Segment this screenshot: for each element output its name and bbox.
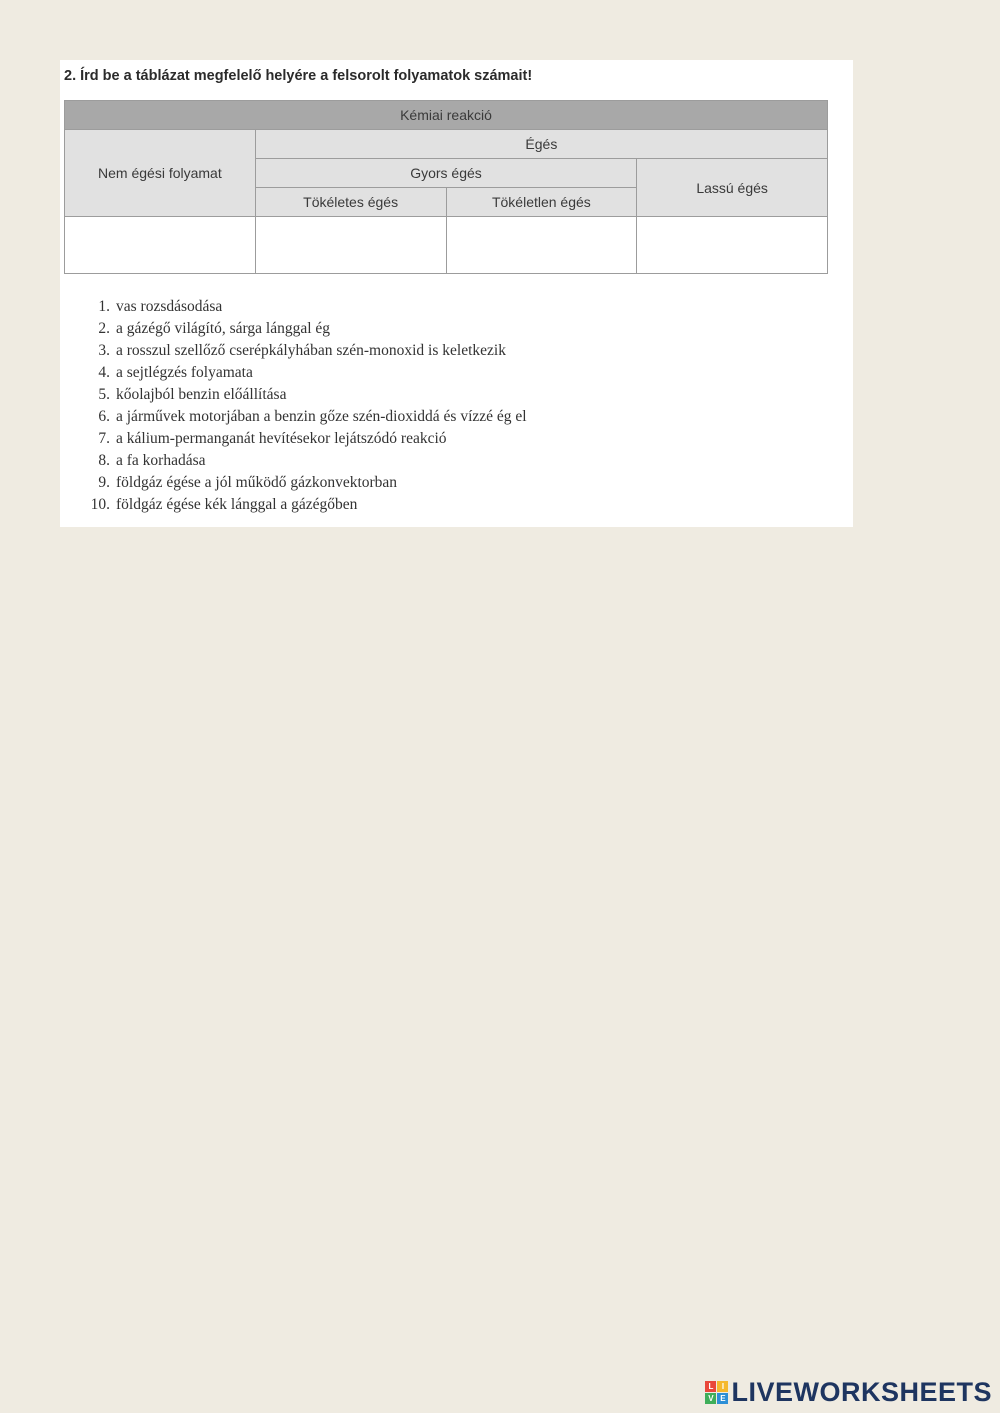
header-chemical-reaction: Kémiai reakció: [65, 101, 828, 130]
liveworksheets-logo: [705, 1377, 992, 1408]
header-non-combustion: Nem égési folyamat: [65, 130, 256, 217]
answer-input-non-combustion[interactable]: [72, 227, 247, 263]
item-number: 8.: [98, 452, 110, 469]
question-title: 2. Írd be a táblázat megfelelő helyére a felsorolt folyamatok számait!: [64, 68, 533, 84]
logo-letter: E: [717, 1393, 728, 1404]
process-list: [82, 296, 527, 516]
item-number: 4.: [98, 364, 110, 381]
list-item: [82, 472, 527, 494]
item-number: 3.: [98, 342, 110, 359]
answer-cell-slow: [637, 217, 828, 274]
list-item: [82, 362, 527, 384]
item-number: 7.: [98, 430, 110, 447]
header-combustion: Égés: [255, 130, 827, 159]
item-text: földgáz égése a jól működő gázkonvektorban: [116, 474, 398, 491]
list-item: [82, 318, 527, 340]
answer-cell-complete: [255, 217, 446, 274]
live-logo-icon: [705, 1381, 728, 1404]
item-text: a rosszul szellőző cserépkályhában szén-monoxid is keletkezik: [116, 342, 506, 359]
item-number: 2.: [98, 320, 110, 337]
item-number: 9.: [98, 474, 110, 491]
item-number: 6.: [98, 408, 110, 425]
list-item: [82, 340, 527, 362]
item-text: a kálium-permanganát hevítésekor lejátszódó reakció: [116, 430, 447, 447]
item-text: kőolajból benzin előállítása: [116, 386, 287, 403]
list-item: [82, 296, 527, 318]
header-complete-combustion: Tökéletes égés: [255, 188, 446, 217]
logo-letter: V: [705, 1393, 716, 1404]
list-item: [82, 494, 527, 516]
header-incomplete-combustion: Tökéletlen égés: [446, 188, 637, 217]
header-slow-combustion: Lassú égés: [637, 159, 828, 217]
classification-table: [64, 100, 828, 274]
brand-name: LIVEWORKSHEETS: [731, 1377, 992, 1407]
item-text: a járművek motorjában a benzin gőze szén-dioxiddá és vízzé ég el: [116, 408, 527, 425]
list-item: [82, 428, 527, 450]
list-item: [82, 384, 527, 406]
header-fast-combustion: Gyors égés: [255, 159, 637, 188]
logo-letter: L: [705, 1381, 716, 1392]
worksheet-page: [60, 60, 853, 527]
answer-input-incomplete[interactable]: [454, 227, 629, 263]
logo-letter: I: [717, 1381, 728, 1392]
item-text: a gázégő világító, sárga lánggal ég: [116, 320, 331, 337]
list-item: [82, 406, 527, 428]
list-item: [82, 450, 527, 472]
item-text: vas rozsdásodása: [116, 298, 223, 315]
item-number: 1.: [98, 298, 110, 315]
answer-cell-non-combustion: [65, 217, 256, 274]
item-text: a sejtlégzés folyamata: [116, 364, 253, 381]
answer-input-slow[interactable]: [645, 227, 820, 263]
item-number: 10.: [90, 496, 110, 513]
item-text: a fa korhadása: [116, 452, 206, 469]
item-number: 5.: [98, 386, 110, 403]
answer-input-complete[interactable]: [263, 227, 438, 263]
answer-cell-incomplete: [446, 217, 637, 274]
item-text: földgáz égése kék lánggal a gázégőben: [116, 496, 358, 513]
